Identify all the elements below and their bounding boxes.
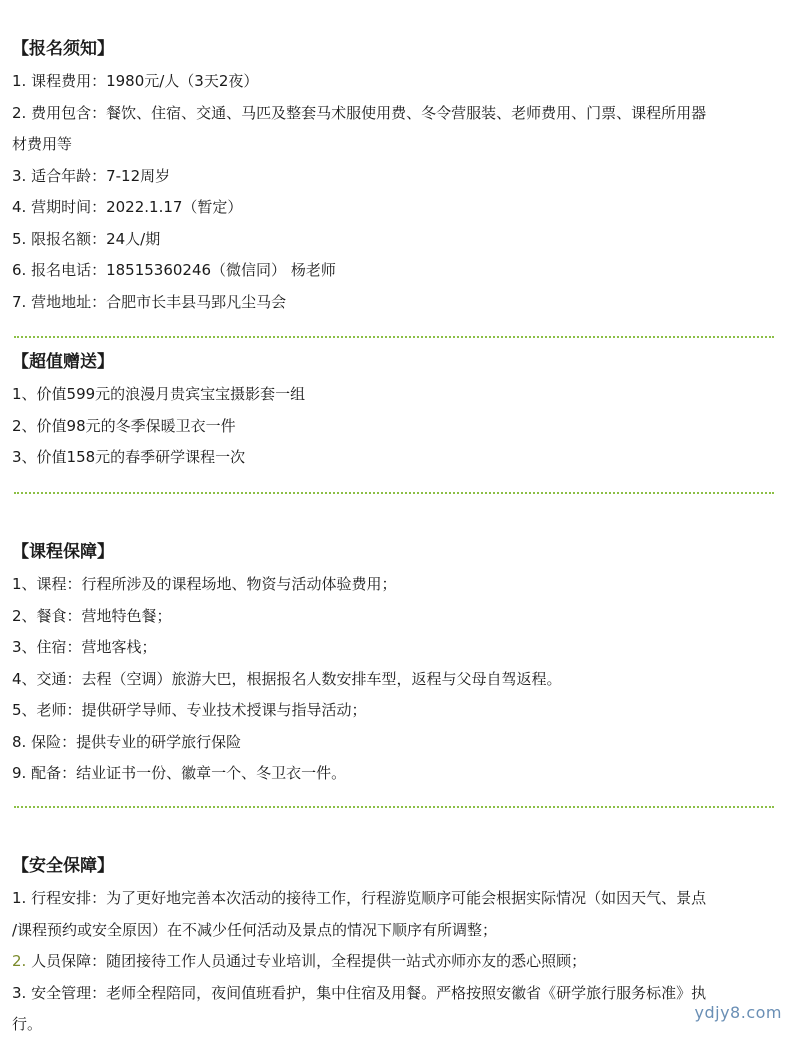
course-line-5: 5、老师：提供研学导师、专业技术授课与指导活动； (12, 701, 367, 719)
safety-section (12, 855, 782, 1041)
registration-heading: 【报名须知】 (12, 39, 114, 59)
section-divider (14, 336, 774, 338)
registration-line-6: 6. 报名电话：18515360246（微信同） 杨老师 (12, 261, 336, 279)
safety-item2-text: 人员保障：随团接待工作人员通过专业培训，全程提供一站式亦师亦友的悉心照顾； (26, 952, 587, 970)
safety-line-2 (12, 946, 782, 978)
registration-section (12, 38, 782, 318)
registration-line-3: 3. 适合年龄：7-12周岁 (12, 166, 171, 185)
registration-line-1: 1. 课程费用：1980元/人（3天2夜） (12, 72, 259, 90)
course-guarantee-section (12, 541, 782, 790)
course-line-8: 8. 保险：提供专业的研学旅行保险 (12, 732, 242, 751)
registration-line-2-cont: 材费用等 (12, 135, 73, 153)
section-divider (14, 806, 774, 808)
course-line-4: 4、交通：去程（空调）旅游大巴，根据报名人数安排车型，返程与父母自驾返程。 (12, 669, 562, 688)
safety-line-3: 3. 安全管理：老师全程陪同，夜间值班看护，集中住宿及用餐。严格按照安徽省《研学旅行服务标准》执 (12, 983, 707, 1002)
registration-line-2: 2. 费用包含：餐饮、住宿、交通、马匹及整套马术服使用费、冬令营服装、老师费用、门票、课程所用器 (12, 103, 707, 122)
gift-line-1: 1、价值599元的浪漫月贵宾宝宝摄影套一组 (12, 385, 306, 403)
course-line-9: 9. 配备：结业证书一份、徽章一个、冬卫衣一件。 (12, 764, 347, 782)
course-guarantee-heading: 【课程保障】 (12, 542, 114, 562)
safety-heading: 【安全保障】 (12, 856, 114, 876)
course-line-1: 1、课程：行程所涉及的课程场地、物资与活动体验费用； (12, 575, 397, 593)
registration-line-5: 5. 限报名额：24人/期 (12, 229, 161, 248)
course-line-3: 3、住宿：营地客栈； (12, 638, 157, 656)
registration-line-4: 4. 营期时间：2022.1.17（暂定） (12, 198, 243, 216)
safety-line-1: 1. 行程安排：为了更好地完善本次活动的接待工作，行程游览顺序可能会根据实际情况（如因天气、景点 (12, 889, 707, 907)
gifts-section (12, 351, 782, 474)
safety-item2-number: 2. (12, 952, 27, 970)
safety-line-1-cont: /课程预约或安全原因）在不减少任何活动及景点的情况下顺序有所调整； (12, 920, 498, 939)
safety-line-3-cont: 行。 (12, 1015, 43, 1033)
gifts-heading: 【超值赠送】 (12, 352, 114, 372)
course-line-2: 2、餐食：营地特色餐； (12, 606, 172, 625)
gift-line-2: 2、价值98元的冬季保暖卫衣一件 (12, 416, 236, 435)
registration-line-7: 7. 营地地址：合肥市长丰县马郢凡尘马会 (12, 292, 287, 311)
watermark-text: ydjy8.com (694, 1003, 782, 1022)
section-divider (14, 492, 774, 494)
gift-line-3: 3、价值158元的春季研学课程一次 (12, 448, 246, 466)
